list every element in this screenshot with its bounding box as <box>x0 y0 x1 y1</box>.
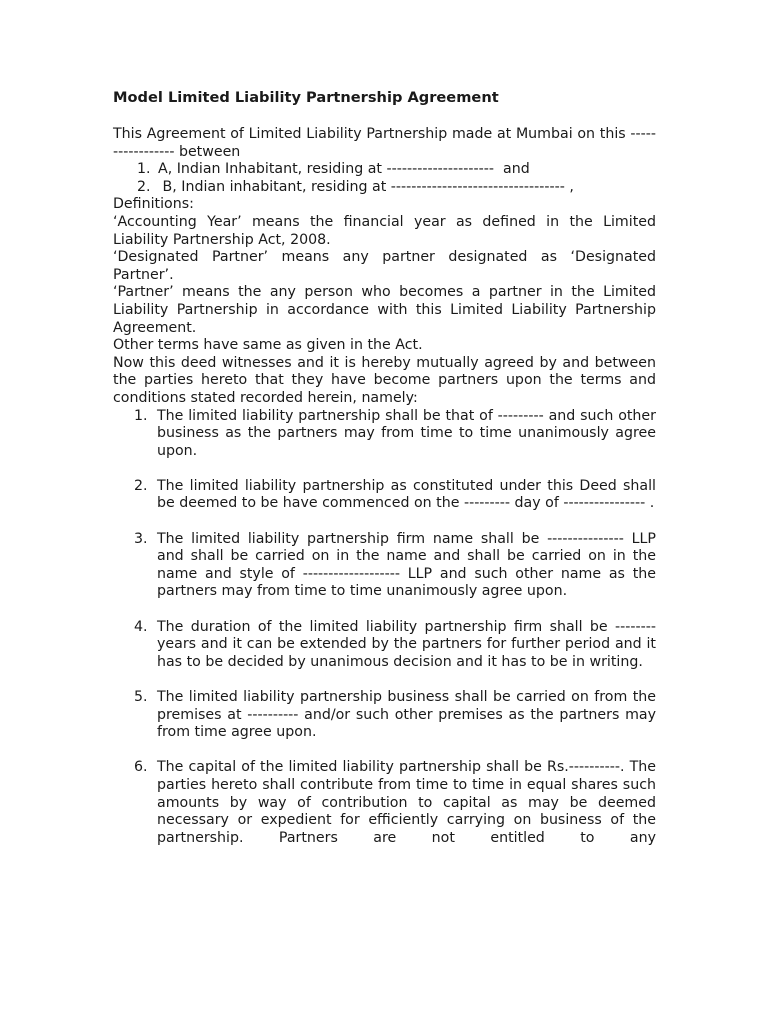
document-page <box>113 88 656 847</box>
definition-accounting-year: ‘Accounting Year’ means the financial year as defined in the Limited Liability Partnership Act, 2008. <box>113 213 656 248</box>
clause-number: 3. <box>134 530 148 547</box>
clause-item <box>113 619 656 672</box>
document-title: Model Limited Liability Partnership Agreement <box>113 89 499 106</box>
definition-partner: ‘Partner’ means the any person who becomes a partner in the Limited Liability Partnership in accordance with this Limited Liability Partnership Agreement. <box>113 284 656 336</box>
clause-item <box>113 689 656 742</box>
party-item <box>113 179 656 197</box>
definition-designated-partner: ‘Designated Partner’ means any partner designated as ‘Designated Partner’. <box>113 249 656 283</box>
party-text: B, Indian inhabitant, residing at ---------------------------------- , <box>158 178 574 195</box>
witness-paragraph: Now this deed witnesses and it is hereby mutually agreed by and between the parties hereto that they have become partners upon the terms and conditions stated recorded herein, namely: <box>113 354 656 406</box>
clause-item <box>113 759 656 847</box>
party-number: 1. <box>137 161 151 178</box>
clause-number: 2. <box>134 477 148 494</box>
clause-text: The capital of the limited liability partnership shall be Rs.----------. The parties hereto shall contribute from time to time in equal shares such amounts by way of contribution to capital as may be deemed necessary or expedient for efficiently carrying on business of the partnership. Partners are not entitled to any <box>157 759 656 846</box>
clause-item <box>113 531 656 601</box>
clause-number: 4. <box>134 618 148 635</box>
party-item <box>113 161 656 179</box>
clause-text: The limited liability partnership business shall be carried on from the premises at ---------- and/or such other premises as the partners may from time agree upon. <box>157 689 656 741</box>
clause-number: 1. <box>134 407 148 424</box>
clauses-list <box>113 408 656 848</box>
clause-number: 6. <box>134 759 148 776</box>
intro-paragraph: This Agreement of Limited Liability Partnership made at Mumbai on this ----------------- between <box>113 126 656 160</box>
clause-item <box>113 478 656 513</box>
clause-text: The limited liability partnership as constituted under this Deed shall be deemed to be have commenced on the --------- day of ---------------- . <box>157 477 656 512</box>
party-text: A, Indian Inhabitant, residing at --------------------- and <box>158 161 530 178</box>
clause-text: The duration of the limited liability partnership firm shall be -------- years and it can be extended by the partners for further period and it has to be decided by unanimous decision and it has to be in writing. <box>157 618 656 670</box>
party-number: 2. <box>137 178 151 195</box>
clause-text: The limited liability partnership firm name shall be --------------- LLP and shall be carried on in the name and shall be carried on in the name and style of ------------------- LLP and such other name as the partners may from time to time unanimously agree upon. <box>157 530 656 600</box>
definitions-heading: Definitions: <box>113 196 194 213</box>
clause-number: 5. <box>134 689 148 705</box>
other-terms: Other terms have same as given in the Act. <box>113 337 423 354</box>
parties-list <box>113 161 656 196</box>
clause-text: The limited liability partnership shall be that of --------- and such other business as the partners may from time to time unanimously agree upon. <box>157 407 656 459</box>
clause-item <box>113 408 656 461</box>
